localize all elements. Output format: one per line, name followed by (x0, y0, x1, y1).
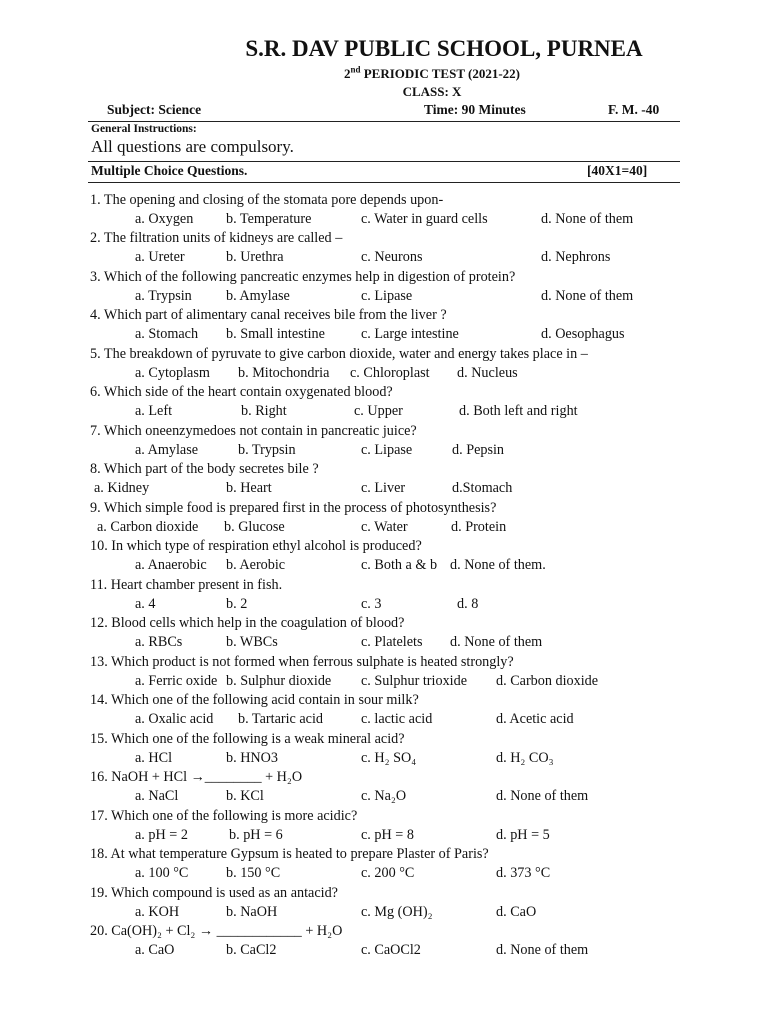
question-3-option-c: c. Lipase (361, 288, 413, 304)
question-7-option-a: a. Amylase (135, 442, 199, 458)
question-7-option-d: d. Pepsin (452, 442, 505, 458)
question-14: 14. Which one of the following acid contain in sour milk? (90, 692, 419, 708)
question-10-option-d: d. None of them. (450, 557, 546, 573)
question-8-option-d: d.Stomach (452, 480, 513, 496)
question-16: 16. NaOH + HCl →________ + H₂O (90, 769, 303, 785)
question-2-option-c: c. Neurons (361, 249, 423, 265)
question-1: 1. The opening and closing of the stomata pore depends upon- (90, 192, 444, 208)
question-6-option-a: a. Left (135, 403, 173, 419)
question-20-option-a: a. CaO (135, 942, 175, 958)
question-4: 4. Which part of alimentary canal receives bile from the liver ? (90, 307, 447, 323)
question-1-option-d: d. None of them (541, 211, 634, 227)
question-11-option-d: d. 8 (457, 596, 479, 612)
question-9-option-d: d. Protein (451, 519, 507, 535)
question-11-option-a: a. 4 (135, 596, 156, 612)
question-17-option-d: d. pH = 5 (496, 827, 550, 843)
question-6-option-d: d. Both left and right (459, 403, 578, 419)
question-9-option-b: b. Glucose (224, 519, 285, 535)
question-5-option-b: b. Mitochondria (238, 365, 330, 381)
question-11-option-c: c. 3 (361, 596, 382, 612)
question-2-option-a: a. Ureter (135, 249, 185, 265)
question-19-option-a: a. KOH (135, 904, 180, 920)
question-5-option-a: a. Cytoplasm (135, 365, 210, 381)
question-12-option-d: d. None of them (450, 634, 543, 650)
question-15-option-d: d. H₂ CO₃ (496, 750, 554, 766)
question-7: 7. Which oneenzymedoes not contain in pancreatic juice? (90, 423, 417, 439)
question-16-option-a: a. NaCl (135, 788, 179, 804)
question-10-option-a: a. Anaerobic (135, 557, 207, 573)
question-4-option-a: a. Stomach (135, 326, 199, 342)
question-12-option-b: b. WBCs (226, 634, 278, 650)
question-12: 12. Blood cells which help in the coagulation of blood? (90, 615, 405, 631)
question-19-option-b: b. NaOH (226, 904, 278, 920)
question-19: 19. Which compound is used as an antacid? (90, 885, 338, 901)
question-4-option-b: b. Small intestine (226, 326, 325, 342)
instructions-divider (88, 161, 680, 162)
section-marks: [40X1=40] (587, 163, 648, 178)
question-16-option-b: b. KCl (226, 788, 264, 804)
question-6-option-b: b. Right (241, 403, 287, 419)
question-9: 9. Which simple food is prepared first in the process of photosynthesis? (90, 500, 497, 516)
question-7-option-b: b. Trypsin (238, 442, 296, 458)
question-8-option-b: b. Heart (226, 480, 272, 496)
question-1-option-b: b. Temperature (226, 211, 312, 227)
question-13-option-a: a. Ferric oxide (135, 673, 218, 689)
question-2: 2. The filtration units of kidneys are called – (90, 230, 343, 246)
question-14-option-c: c. lactic acid (361, 711, 433, 727)
question-13: 13. Which product is not formed when ferrous sulphate is heated strongly? (90, 654, 514, 670)
question-13-option-c: c. Sulphur trioxide (361, 673, 467, 689)
question-18-option-d: d. 373 °C (496, 865, 551, 881)
question-6-option-c: c. Upper (354, 403, 403, 419)
question-18-option-a: a. 100 °C (135, 865, 189, 881)
question-5-option-d: d. Nucleus (457, 365, 518, 381)
question-17: 17. Which one of the following is more acidic? (90, 808, 358, 824)
question-11-option-b: b. 2 (226, 596, 248, 612)
question-20: 20. Ca(OH)₂ + Cl₂ → ____________ + H₂O (90, 923, 343, 939)
question-4-option-c: c. Large intestine (361, 326, 459, 342)
question-20-option-c: c. CaOCl2 (361, 942, 421, 958)
question-13-option-b: b. Sulphur dioxide (226, 673, 332, 689)
instructions-text: All questions are compulsory. (91, 137, 294, 156)
section-divider (88, 182, 680, 183)
question-15-option-a: a. HCl (135, 750, 173, 766)
question-2-option-d: d. Nephrons (541, 249, 611, 265)
question-10-option-c: c. Both a & b (361, 557, 438, 573)
question-16-option-d: d. None of them (496, 788, 589, 804)
question-8-option-a: a. Kidney (94, 480, 150, 496)
question-18-option-b: b. 150 °C (226, 865, 281, 881)
question-7-option-c: c. Lipase (361, 442, 413, 458)
test-title: 2nd PERIODIC TEST (2021-22) (343, 64, 521, 81)
question-15: 15. Which one of the following is a weak mineral acid? (90, 731, 405, 747)
header-divider (88, 121, 680, 122)
question-3-option-a: a. Trypsin (135, 288, 192, 304)
question-1-option-a: a. Oxygen (135, 211, 194, 227)
question-14-option-b: b. Tartaric acid (238, 711, 324, 727)
question-10-option-b: b. Aerobic (226, 557, 286, 573)
question-15-option-b: b. HNO3 (226, 750, 279, 766)
question-5: 5. The breakdown of pyruvate to give carbon dioxide, water and energy takes place in – (90, 346, 588, 362)
question-18: 18. At what temperature Gypsum is heated to prepare Plaster of Paris? (90, 846, 489, 862)
question-19-option-c: c. Mg (OH)₂ (361, 904, 433, 920)
question-17-option-c: c. pH = 8 (361, 827, 414, 843)
question-8-option-c: c. Liver (361, 480, 406, 496)
section-title: Multiple Choice Questions. (91, 163, 248, 178)
question-5-option-c: c. Chloroplast (350, 365, 430, 381)
time-label: Time: 90 Minutes (424, 102, 526, 117)
question-8: 8. Which part of the body secretes bile ? (90, 461, 319, 477)
question-2-option-b: b. Urethra (226, 249, 284, 265)
question-1-option-c: c. Water in guard cells (361, 211, 488, 227)
question-9-option-c: c. Water (361, 519, 408, 535)
question-15-option-c: c. H₂ SO₄ (361, 750, 417, 766)
question-16-option-c: c. Na₂O (361, 788, 407, 804)
question-20-option-d: d. None of them (496, 942, 589, 958)
question-3-option-b: b. Amylase (226, 288, 290, 304)
full-marks-label: F. M. -40 (608, 102, 660, 117)
question-13-option-d: d. Carbon dioxide (496, 673, 599, 689)
class-label: CLASS: X (402, 84, 462, 99)
instructions-heading: General Instructions: (91, 123, 197, 135)
question-9-option-a: a. Carbon dioxide (97, 519, 199, 535)
question-3: 3. Which of the following pancreatic enzymes help in digestion of protein? (90, 269, 516, 285)
question-17-option-b: b. pH = 6 (229, 827, 283, 843)
question-14-option-a: a. Oxalic acid (135, 711, 214, 727)
question-12-option-a: a. RBCs (135, 634, 183, 650)
question-10: 10. In which type of respiration ethyl alcohol is produced? (90, 538, 422, 554)
question-19-option-d: d. CaO (496, 904, 537, 920)
question-17-option-a: a. pH = 2 (135, 827, 188, 843)
school-name: S.R. DAV PUBLIC SCHOOL, PURNEA (245, 36, 643, 61)
question-14-option-d: d. Acetic acid (496, 711, 574, 727)
question-3-option-d: d. None of them (541, 288, 634, 304)
subject-label: Subject: Science (107, 102, 202, 117)
question-18-option-c: c. 200 °C (361, 865, 415, 881)
question-6: 6. Which side of the heart contain oxygenated blood? (90, 384, 393, 400)
question-4-option-d: d. Oesophagus (541, 326, 625, 342)
question-12-option-c: c. Platelets (361, 634, 423, 650)
question-20-option-b: b. CaCl2 (226, 942, 277, 958)
question-11: 11. Heart chamber present in fish. (90, 577, 283, 593)
